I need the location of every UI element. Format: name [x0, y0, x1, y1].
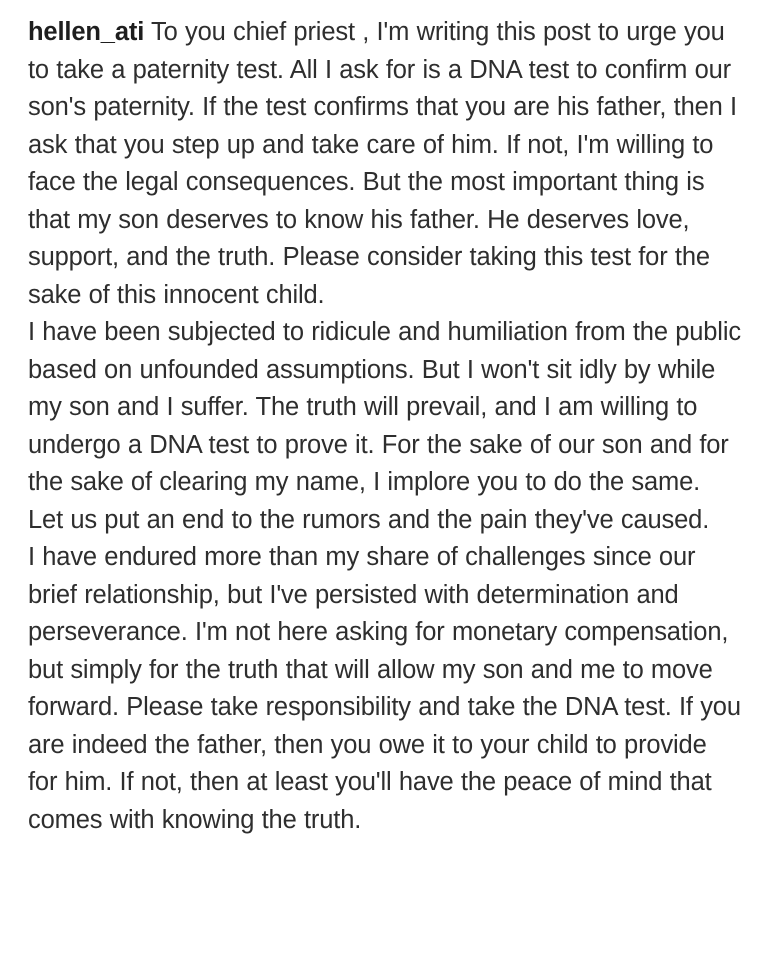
caption-paragraph-3-text: I have endured more than my share of challenges since our brief relationship, but I've persisted with determination and perseverance. I'm not here asking for monetary compensation, but simply for the truth that will allow my son and me to move forward. Please take responsibility and take the DNA test. If you are indeed the father, then you owe it to your child to provide for him. If not, then at least you'll have the peace of mind that comes with knowing the truth.	[28, 543, 741, 834]
caption-paragraph-1	[28, 14, 742, 314]
post-username[interactable]: hellen_ati	[28, 18, 145, 46]
caption-paragraph-1-text: To you chief priest , I'm writing this post to urge you to take a paternity test. All I ask for is a DNA test to confirm our son's paternity. If the test confirms that you are his father, then I ask that you step up and take care of him. If not, I'm willing to face the legal consequences. But the most important thing is that my son deserves to know his father. He deserves love, support, and the truth. Please consider taking this test for the sake of this innocent child.	[28, 18, 737, 309]
caption-paragraph-2-text: I have been subjected to ridicule and humiliation from the public based on unfounded assumptions. But I won't sit idly by while my son and I suffer. The truth will prevail, and I am willing to undergo a DNA test to prove it. For the sake of our son and for the sake of clearing my name, I implore you to do the same. Let us put an end to the rumors and the pain they've caused.	[28, 318, 741, 534]
caption-paragraph-3	[28, 539, 742, 839]
post-caption	[28, 14, 742, 839]
caption-paragraph-2	[28, 314, 742, 539]
